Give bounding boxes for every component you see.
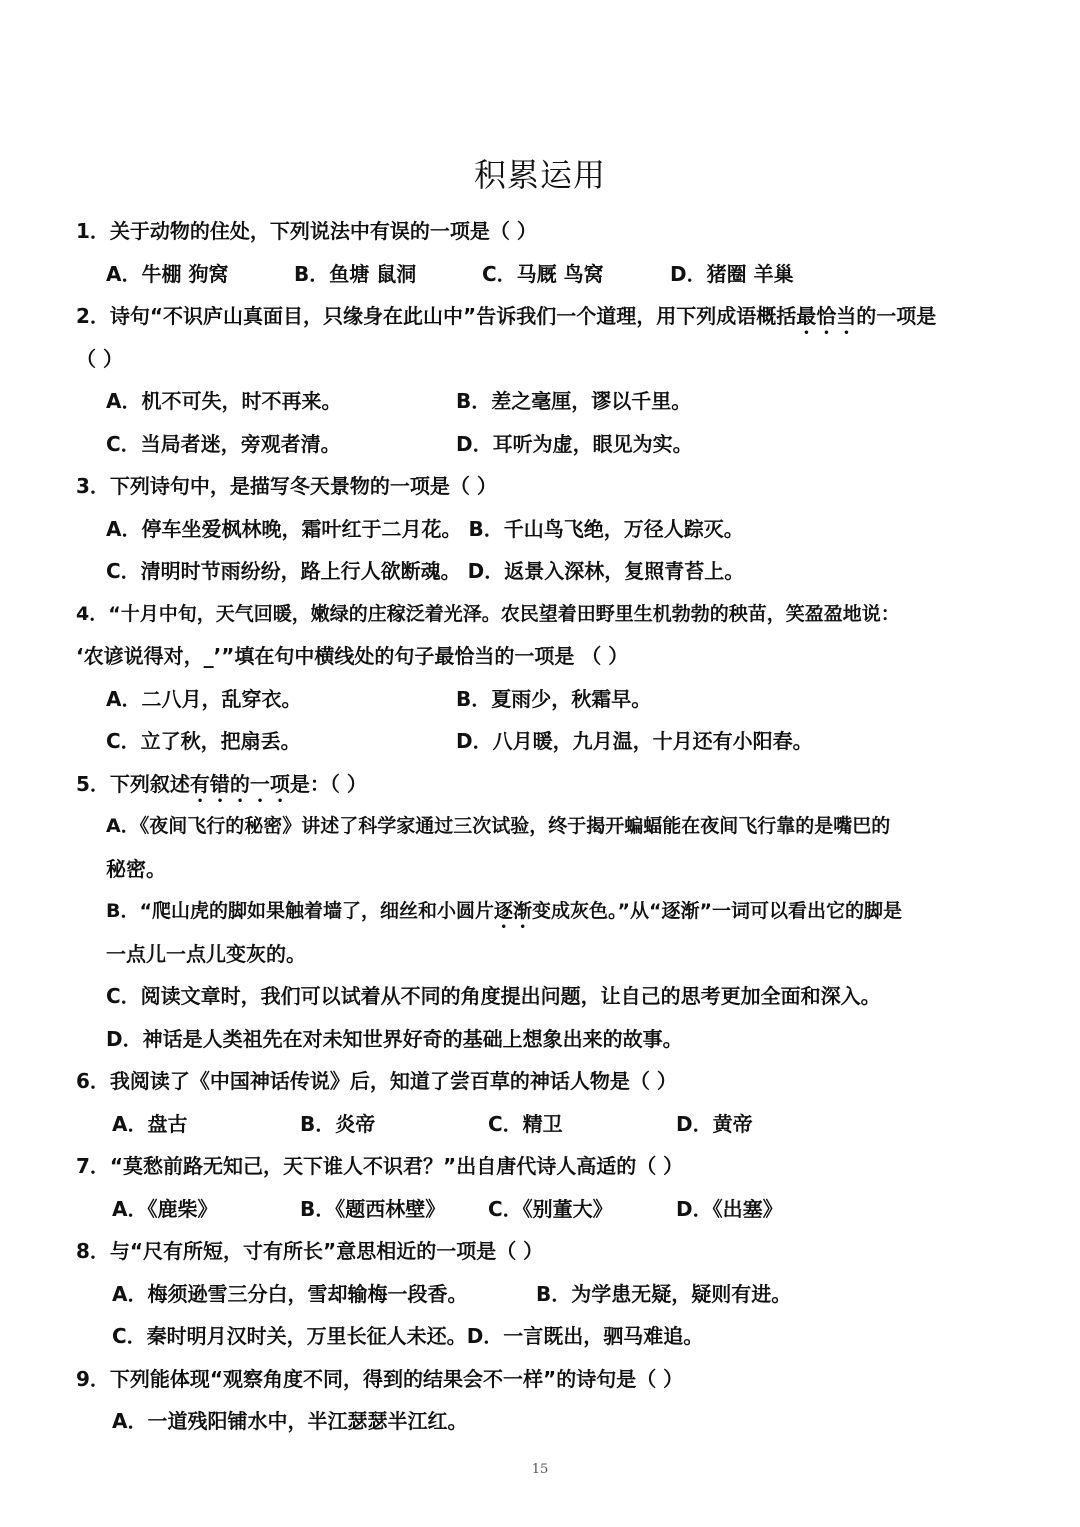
q4-option-d: D．八月暖，九月温，十月还有小阳春。 xyxy=(456,729,813,753)
question-4-options-row-1 xyxy=(76,678,1011,721)
question-2-options-row-2 xyxy=(76,423,1011,466)
question-3-options-row-2 xyxy=(76,550,1011,593)
q5-option-a-line-1: A．《夜间飞行的秘密》讲述了科学家通过三次试验，终于揭开蝙蝠能在夜间飞行靠的是嘴巴的 xyxy=(106,815,891,837)
question-8-options-row-1 xyxy=(76,1273,1011,1316)
q5-b-part-a: B．“爬山虎的脚如果触着墙了，细丝和小圆片 xyxy=(106,900,494,922)
question-5-stem xyxy=(76,763,1011,806)
q7-option-d: D．《出塞》 xyxy=(676,1196,783,1221)
question-2-options-row-1 xyxy=(76,380,1011,423)
question-1-stem: 1．关于动物的住处，下列说法中有误的一项是（ ） xyxy=(76,219,537,243)
question-4-stem-line-1: 4．“十月中旬，天气回暖，嫩绿的庄稼泛着光泽。农民望着田野里生机勃勃的秧苗，笑盈盈地说： xyxy=(76,602,900,625)
q5-stem-part-c: 是：（ ） xyxy=(289,771,367,796)
q8-option-c: C．秦时明月汉时关，万里长征人未还。 xyxy=(112,1324,467,1348)
q6-option-d: D．黄帝 xyxy=(676,1111,753,1136)
question-7-options xyxy=(76,1188,1011,1231)
q3-option-a: A．停车坐爱枫林晚，霜叶红于二月花。 xyxy=(106,516,462,541)
q5-option-a-line-2: 秘密。 xyxy=(106,856,166,881)
question-6-options xyxy=(76,1103,1011,1146)
question-7-stem: 7．“莫愁前路无知己，天下谁人不识君？”出自唐代诗人高适的（ ） xyxy=(76,1154,684,1178)
q5-option-c: C．阅读文章时，我们可以试着从不同的角度提出问题，让自己的思考更加全面和深入。 xyxy=(106,984,881,1008)
q8-option-b: B．为学患无疑，疑则有进。 xyxy=(536,1281,792,1306)
q7-option-c: C．《别董大》 xyxy=(488,1196,613,1221)
question-4-stem-line-2: ‘农谚说得对，_’”填在句中横线处的句子最恰当的一项是 （ ） xyxy=(76,644,629,668)
question-6-stem: 6．我阅读了《中国神话传说》后，知道了尝百草的神话人物是（ ） xyxy=(76,1069,677,1093)
q9-option-a: A．一道残阳铺水中，半江瑟瑟半江红。 xyxy=(112,1409,468,1433)
q8-option-d: D．一言既出，驷马难追。 xyxy=(466,1324,704,1348)
q1-option-d: D．猪圈 羊巢 xyxy=(670,261,794,286)
q3-option-c: C．清明时节雨纷纷，路上行人欲断魂。 xyxy=(106,559,461,583)
q2-option-d: D．耳听为虚，眼见为实。 xyxy=(456,431,693,456)
question-1-options xyxy=(76,253,1011,296)
q3-option-d: D．返景入深林，复照青苔上。 xyxy=(467,559,745,583)
q4-option-b: B．夏雨少，秋霜早。 xyxy=(456,686,652,711)
q1-option-c: C．马厩 鸟窝 xyxy=(482,261,604,286)
q5-option-d: D．神话是人类祖先在对未知世界好奇的基础上想象出来的故事。 xyxy=(106,1026,683,1051)
question-4-options-row-2 xyxy=(76,720,1011,763)
question-list xyxy=(76,210,1011,1443)
q5-b-emphasis: 逐渐 xyxy=(493,900,532,922)
q5-stem-part-a: 5．下列叙述 xyxy=(76,771,190,796)
question-9-stem: 9．下列能体现“观察角度不同，得到的结果会不一样”的诗句是（ ） xyxy=(76,1366,684,1391)
q3-option-b: B．千山鸟飞绝，万径人踪灭。 xyxy=(468,516,744,541)
q7-option-b: B．《题西林壁》 xyxy=(300,1196,446,1221)
q6-option-c: C．精卫 xyxy=(488,1111,563,1136)
q2-stem-part-c: 的一项是 xyxy=(856,304,937,328)
page-title: 积累运用 xyxy=(473,156,606,194)
q1-option-b: B．鱼塘 鼠洞 xyxy=(294,261,417,286)
q2-option-c: C．当局者迷，旁观者清。 xyxy=(106,431,341,456)
q2-stem-part-a: 2．诗句“不识庐山真面目，只缘身在此山中”告诉我们一个道理，用下列成语概括 xyxy=(76,304,797,328)
q1-option-a: A．牛棚 狗窝 xyxy=(106,261,229,286)
q2-option-b: B．差之毫厘，谬以千里。 xyxy=(456,389,692,413)
question-2-paren: （ ） xyxy=(76,346,123,371)
question-3-stem: 3．下列诗句中，是描写冬天景物的一项是（ ） xyxy=(76,474,497,498)
q4-option-c: C．立了秋，把扇丢。 xyxy=(106,729,301,753)
q5-b-part-c: 变成灰色。”从“逐渐”一词可以看出它的脚是 xyxy=(532,900,902,922)
q4-option-a: A．二八月，乱穿衣。 xyxy=(106,686,302,711)
q5-emphasis: 有错的一项 xyxy=(189,771,290,796)
question-2-stem xyxy=(76,295,1011,338)
q6-option-a: A．盘古 xyxy=(112,1111,188,1136)
question-3-options-row-1 xyxy=(76,508,1011,551)
page-number: 15 xyxy=(531,1462,549,1477)
q8-option-a: A．梅须逊雪三分白，雪却输梅一段香。 xyxy=(112,1281,468,1306)
q2-emphasis: 最恰当 xyxy=(796,304,857,328)
question-8-stem: 8．与“尺有所短，寸有所长”意思相近的一项是（ ） xyxy=(76,1239,544,1263)
q5-option-b-line-1 xyxy=(76,890,1011,933)
q6-option-b: B．炎帝 xyxy=(300,1111,376,1136)
q5-option-b-line-2: 一点儿一点儿变灰的。 xyxy=(106,941,306,966)
q2-option-a: A．机不可失，时不再来。 xyxy=(106,389,342,413)
question-8-options-row-2 xyxy=(76,1315,1011,1358)
q7-option-a: A．《鹿柴》 xyxy=(112,1196,218,1221)
